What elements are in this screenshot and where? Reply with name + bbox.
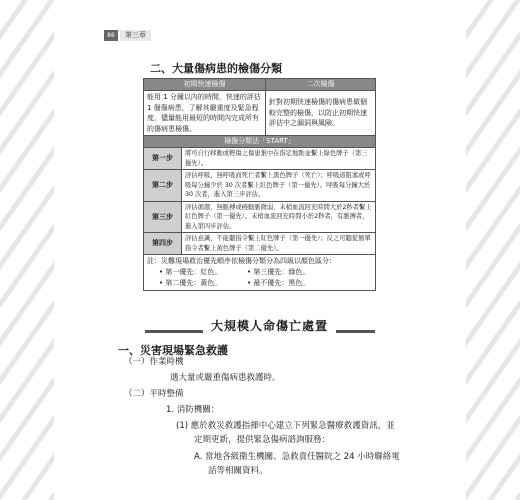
priority-note-cell <box>144 255 376 291</box>
step-desc: 將可自行移動或輕傷之傷患集中在指定地點並繫上綠色牌子（第三優先）。 <box>182 148 376 170</box>
priority-item: • 第一優先：紅色。 <box>159 268 222 276</box>
item-text: 遇大量或嚴重傷病患救護時。 <box>170 373 281 383</box>
sub-item-cont: 話等相關資料。 <box>208 466 268 476</box>
step-label: 第三步 <box>144 201 182 233</box>
item-heading: （二）平時整備 <box>124 389 184 399</box>
topic-banner <box>145 317 375 337</box>
table-row <box>144 233 376 255</box>
step-desc: 評估意識，不能聽指令繫上紅色牌子（第一優先）；反之可聽從簡單指令者繫上黃色牌子（第二優先）。 <box>182 233 376 255</box>
sub-item-cont: 定期更新，提供緊急傷病諮詢服務： <box>194 435 331 445</box>
table-row <box>144 148 376 170</box>
col-header-secondary: 二次檢傷 <box>266 79 376 91</box>
triage-table <box>143 78 376 291</box>
priority-item: • 第二優先：黃色。 <box>159 279 222 287</box>
banner-title: 大規模人命傷亡處置 <box>203 317 336 334</box>
initial-triage-desc: 能用 1 分鐘以內的時間，快速的評估 1 個傷病患，了解其嚴重度及緊急程度，儘量能用最短的時間內完成所有的傷病患檢傷。 <box>144 91 266 136</box>
page-header <box>104 29 151 41</box>
step-desc: 評估呼吸，無呼吸而死亡者繫上黑色牌子（死亡）；呼吸道阻塞或呼吸每分鐘少於 30 次者繫上紅色牌子（第一優先）。呼吸每分鐘大於 30 次者，進入第三步評估。 <box>182 170 376 202</box>
item-heading: （一）作業時機 <box>124 357 184 367</box>
section-title-triage: 二、大量傷病患的檢傷分類 <box>150 62 282 75</box>
priority-note: 註：災難現場救治優先順序依檢傷分類分為四級以顏色區分： <box>147 257 336 265</box>
col-header-initial: 初期快速檢傷 <box>144 79 266 91</box>
section-title-emergency: 一、災害現場緊急救護 <box>118 344 228 357</box>
secondary-triage-desc: 針對初期快速檢傷的傷病患做個較完整的檢傷，以防止初期快速評估中之漏洞與風險。 <box>266 91 376 136</box>
sub-item: 1. 消防機關： <box>166 405 220 415</box>
page-number: 86 <box>104 30 118 41</box>
step-label: 第一步 <box>144 148 182 170</box>
decorative-stripes-right <box>466 0 520 500</box>
table-row <box>144 170 376 202</box>
sub-item: (1) 應於救災救護指揮中心建立下列緊急醫療救護資訊，並 <box>176 421 395 431</box>
priority-item: • 第三優先：綠色。 <box>247 268 310 276</box>
priority-item: • 最不優先：黑色。 <box>247 279 310 287</box>
step-label: 第四步 <box>144 233 182 255</box>
step-desc: 評估循環，無脈搏或橈動脈微弱、末梢血流回充時間大於2秒者繫上紅色牌子（第一優先）。末梢血流回充時間小於2秒者，有脈搏者，進入第四步評估。 <box>182 201 376 233</box>
sub-item: A. 當地各級衛生機關、急救責任醫院之 24 小時聯絡電 <box>194 452 400 462</box>
table-row <box>144 201 376 233</box>
start-method-header: 檢傷分類法「START」 <box>144 136 376 148</box>
step-label: 第二步 <box>144 170 182 202</box>
decorative-stripes-left <box>0 0 54 500</box>
chapter-label: 第三章 <box>120 30 151 41</box>
priority-color-list <box>147 267 372 289</box>
